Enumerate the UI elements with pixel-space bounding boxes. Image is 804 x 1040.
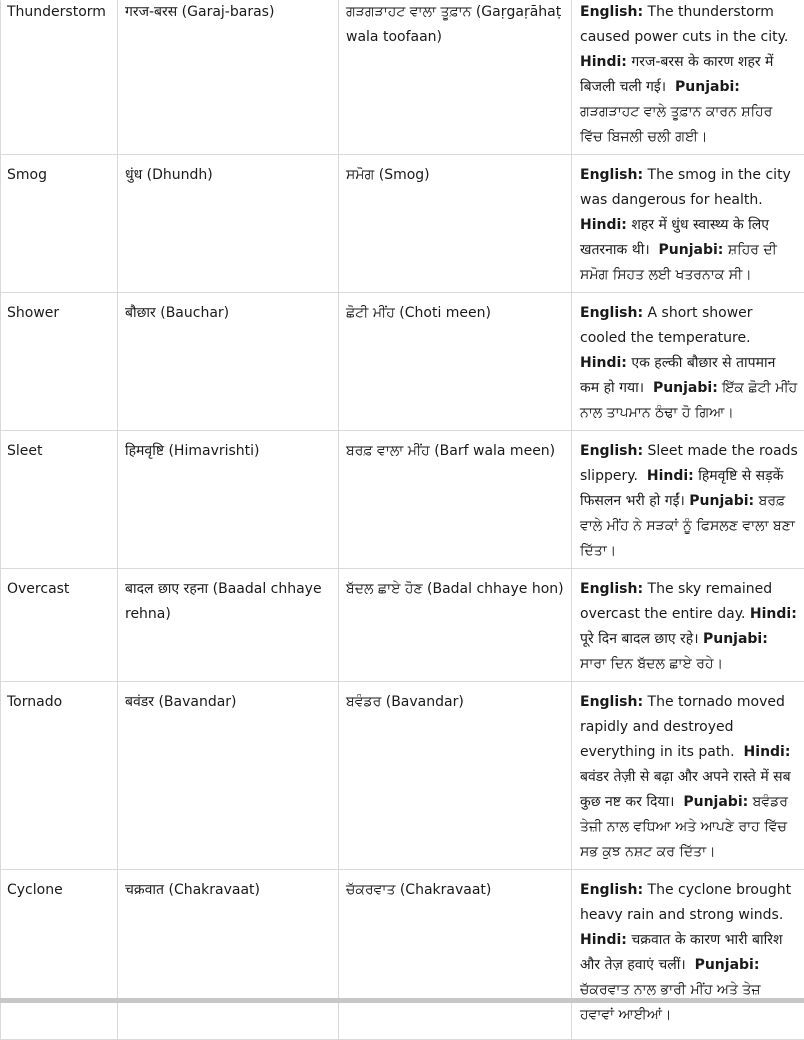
table-row bbox=[1, 0, 804, 155]
example-english: The tornado moved rapidly and destroyed everything in its path. bbox=[580, 694, 785, 760]
punjabi-label: Punjabi: bbox=[683, 794, 748, 810]
example-hindi: गरज-बरस के कारण शहर में बिजली चली गई। bbox=[580, 54, 773, 95]
table-row bbox=[1, 293, 804, 431]
example-english: The thunderstorm caused power cuts in the city. bbox=[580, 4, 788, 45]
punjabi-cell: ਗੜਗੜਾਹਟ ਵਾਲਾ ਤੂਫ਼ਾਨ (Gaṛgaṛāhaṭ wala toofaan) bbox=[339, 0, 572, 155]
example-punjabi: ਚੱਕਰਵਾਤ ਨਾਲ ਭਾਰੀ ਮੀਂਹ ਅਤੇ ਤੇਜ਼ ਹਵਾਵਾਂ ਆਈਆਂ। bbox=[580, 982, 760, 1023]
example-english: The sky remained overcast the entire day. bbox=[580, 581, 772, 622]
table-row bbox=[1, 870, 804, 1040]
example-punjabi: ਇੱਕ ਛੋਟੀ ਮੀਂਹ ਨਾਲ ਤਾਪਮਾਨ ਠੰਢਾ ਹੋ ਗਿਆ। bbox=[580, 380, 797, 421]
table-row bbox=[1, 569, 804, 682]
punjabi-label: Punjabi: bbox=[695, 957, 760, 973]
example-hindi: चक्रवात के कारण भारी बारिश और तेज़ हवाएं चलीं। bbox=[580, 932, 782, 973]
term-cell: Overcast bbox=[1, 569, 118, 682]
example-cell bbox=[572, 569, 804, 682]
table-body bbox=[1, 0, 804, 1040]
hindi-cell: बादल छाए रहना (Baadal chhaye rehna) bbox=[118, 569, 339, 682]
example-cell bbox=[572, 431, 804, 569]
term-cell: Cyclone bbox=[1, 870, 118, 1040]
example-cell bbox=[572, 155, 804, 293]
example-cell bbox=[572, 870, 804, 1040]
example-hindi: पूरे दिन बादल छाए रहे। bbox=[580, 631, 699, 647]
example-hindi: एक हल्की बौछार से तापमान कम हो गया। bbox=[580, 355, 775, 396]
example-english: A short shower cooled the temperature. bbox=[580, 305, 753, 346]
punjabi-label: Punjabi: bbox=[675, 79, 740, 95]
english-label: English: bbox=[580, 882, 643, 898]
english-label: English: bbox=[580, 4, 643, 20]
english-label: English: bbox=[580, 305, 643, 321]
example-hindi: हिमवृष्टि से सड़कें फिसलन भरी हो गईं। bbox=[580, 468, 783, 509]
term-cell: Thunderstorm bbox=[1, 0, 118, 155]
english-label: English: bbox=[580, 167, 643, 183]
hindi-label: Hindi: bbox=[580, 54, 627, 70]
example-english: Sleet made the roads slippery. bbox=[580, 443, 798, 484]
example-hindi: बवंडर तेज़ी से बढ़ा और अपने रास्ते में सब कुछ नष्ट कर दिया। bbox=[580, 769, 791, 810]
punjabi-cell: ਛੋਟੀ ਮੀਂਹ (Choti meen) bbox=[339, 293, 572, 431]
hindi-cell: धुंध (Dhundh) bbox=[118, 155, 339, 293]
term-cell: Smog bbox=[1, 155, 118, 293]
punjabi-label: Punjabi: bbox=[703, 631, 768, 647]
table-row bbox=[1, 155, 804, 293]
hindi-cell: हिमवृष्टि (Himavrishti) bbox=[118, 431, 339, 569]
example-cell bbox=[572, 0, 804, 155]
hindi-label: Hindi: bbox=[647, 468, 694, 484]
example-punjabi: ਸ਼ਹਿਰ ਦੀ ਸਮੋਗ ਸਿਹਤ ਲਈ ਖਤਰਨਾਕ ਸੀ। bbox=[580, 242, 777, 283]
english-label: English: bbox=[580, 443, 643, 459]
example-hindi: शहर में धुंध स्वास्थ्य के लिए खतरनाक थी। bbox=[580, 217, 769, 258]
hindi-cell: बवंडर (Bavandar) bbox=[118, 682, 339, 870]
example-english: The smog in the city was dangerous for health. bbox=[580, 167, 791, 208]
term-cell: Sleet bbox=[1, 431, 118, 569]
bottom-scroll-edge bbox=[0, 998, 804, 1003]
example-english: The cyclone brought heavy rain and strong winds. bbox=[580, 882, 791, 923]
hindi-label: Hindi: bbox=[580, 355, 627, 371]
example-punjabi: ਬਰਫ਼ ਵਾਲੇ ਮੀਂਹ ਨੇ ਸੜਕਾਂ ਨੂੰ ਫਿਸਲਣ ਵਾਲਾ ਬਣਾ ਦਿੱਤਾ। bbox=[580, 493, 795, 559]
punjabi-label: Punjabi: bbox=[689, 493, 754, 509]
hindi-label: Hindi: bbox=[750, 606, 797, 622]
punjabi-cell: ਬਰਫ਼ ਵਾਲਾ ਮੀਂਹ (Barf wala meen) bbox=[339, 431, 572, 569]
hindi-cell: चक्रवात (Chakravaat) bbox=[118, 870, 339, 1040]
hindi-cell: बौछार (Bauchar) bbox=[118, 293, 339, 431]
hindi-cell: गरज-बरस (Garaj-baras) bbox=[118, 0, 339, 155]
example-punjabi: ਬਵੰਡਰ ਤੇਜ਼ੀ ਨਾਲ ਵਧਿਆ ਅਤੇ ਆਪਣੇ ਰਾਹ ਵਿੱਚ ਸਭ ਕੁਝ ਨਸ਼ਟ ਕਰ ਦਿੱਤਾ। bbox=[580, 794, 788, 860]
hindi-label: Hindi: bbox=[580, 932, 627, 948]
example-cell bbox=[572, 682, 804, 870]
table-row bbox=[1, 682, 804, 870]
hindi-label: Hindi: bbox=[744, 744, 791, 760]
hindi-label: Hindi: bbox=[580, 217, 627, 233]
english-label: English: bbox=[580, 694, 643, 710]
term-cell: Shower bbox=[1, 293, 118, 431]
punjabi-cell: ਚੱਕਰਵਾਤ (Chakravaat) bbox=[339, 870, 572, 1040]
term-cell: Tornado bbox=[1, 682, 118, 870]
table-row bbox=[1, 431, 804, 569]
punjabi-cell: ਬਵੰਡਰ (Bavandar) bbox=[339, 682, 572, 870]
english-label: English: bbox=[580, 581, 643, 597]
example-cell bbox=[572, 293, 804, 431]
example-punjabi: ਸਾਰਾ ਦਿਨ ਬੱਦਲ ਛਾਏ ਰਹੇ। bbox=[580, 656, 723, 672]
punjabi-cell: ਸਮੋਗ (Smog) bbox=[339, 155, 572, 293]
punjabi-cell: ਬੱਦਲ ਛਾਏ ਹੋਣ (Badal chhaye hon) bbox=[339, 569, 572, 682]
example-punjabi: ਗੜਗੜਾਹਟ ਵਾਲੇ ਤੂਫ਼ਾਨ ਕਾਰਨ ਸ਼ਹਿਰ ਵਿੱਚ ਬਿਜਲੀ ਚਲੀ ਗਈ। bbox=[580, 104, 772, 145]
punjabi-label: Punjabi: bbox=[653, 380, 718, 396]
punjabi-label: Punjabi: bbox=[659, 242, 724, 258]
